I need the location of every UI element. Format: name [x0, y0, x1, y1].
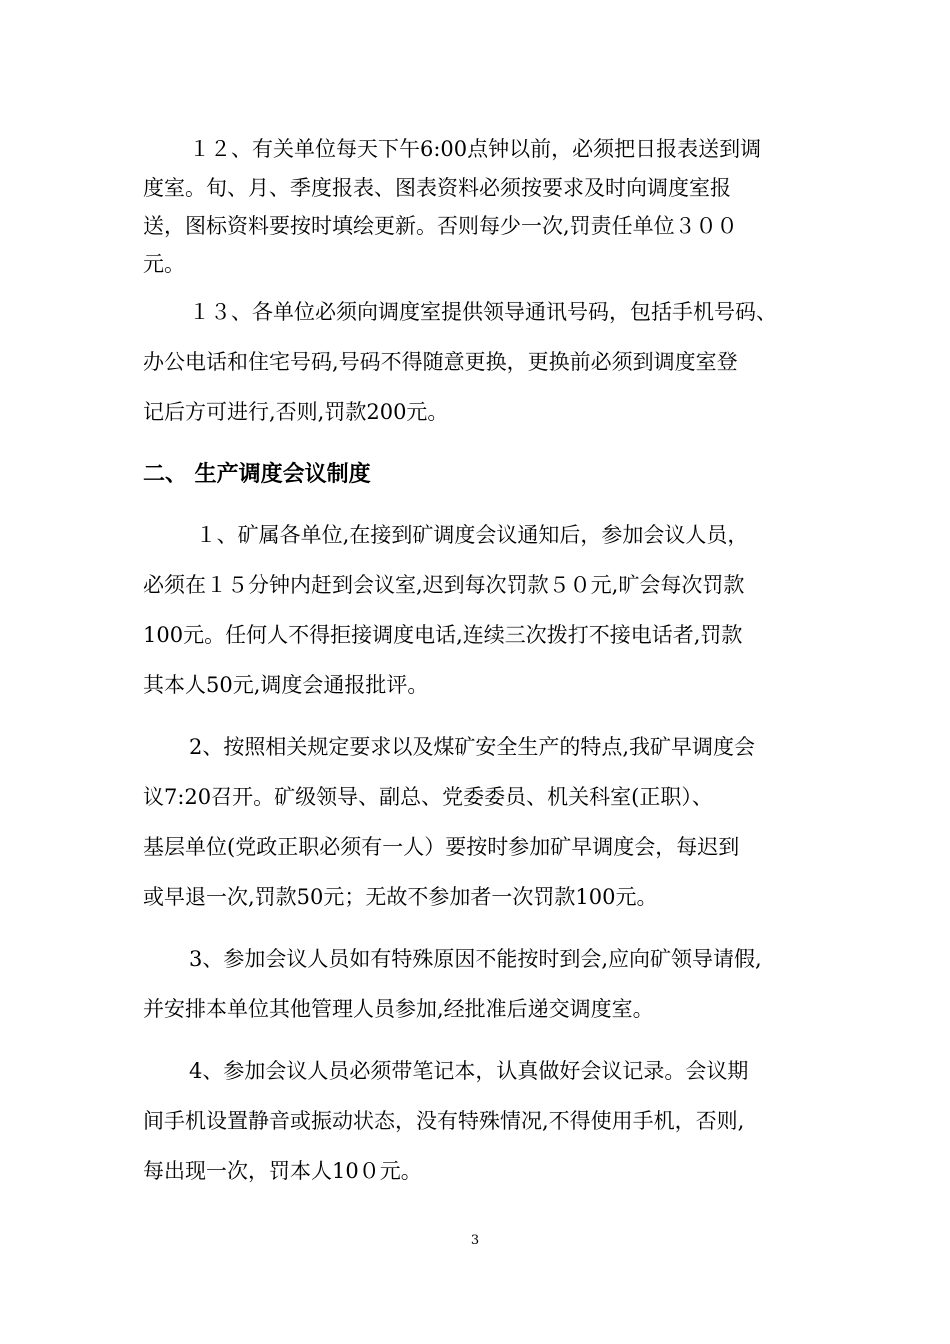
paragraph-line: １２、有关单位每天下午6:00点钟以前，必须把日报表送到调	[189, 137, 762, 161]
paragraph-line: １、矿属各单位,在接到矿调度会议通知后，参加会议人员，	[189, 523, 749, 547]
paragraph-line: 议7:20召开。矿级领导、副总、党委委员、机关科室(正职）、	[143, 785, 713, 809]
paragraph-line: 每出现一次，罚本人10０元。	[143, 1159, 422, 1183]
paragraph-line: 2、按照相关规定要求以及煤矿安全生产的特点,我矿早调度会	[189, 735, 756, 759]
paragraph-line: 必须在１５分钟内赶到会议室,迟到每次罚款５０元,旷会每次罚款	[143, 573, 745, 597]
paragraph-line: 4、参加会议人员必须带笔记本，认真做好会议记录。会议期	[189, 1059, 749, 1083]
paragraph-line: 100元。任何人不得拒接调度电话,连续三次拨打不接电话者,罚款	[143, 623, 743, 647]
paragraph-line: 并安排本单位其他管理人员参加,经批准后递交调度室。	[143, 997, 654, 1021]
paragraph-line: 元。	[143, 252, 185, 276]
section-heading: 二、 生产调度会议制度	[143, 462, 371, 487]
paragraph-line: 度室。旬、月、季度报表、图表资料必须按要求及时向调度室报	[143, 176, 731, 200]
paragraph-line: 其本人50元,调度会通报批评。	[143, 673, 429, 697]
paragraph-line: １３、各单位必须向调度室提供领导通讯号码，包括手机号码、	[189, 300, 777, 324]
paragraph-line: 基层单位(党政正职必须有一人）要按时参加矿早调度会，每迟到	[143, 835, 740, 859]
paragraph-line: 送，图标资料要按时填绘更新。否则每少一次,罚责任单位３００	[143, 214, 738, 238]
paragraph-line: 间手机设置静音或振动状态，没有特殊情况,不得使用手机，否则,	[143, 1109, 745, 1133]
paragraph-line: 记后方可进行,否则,罚款200元。	[143, 400, 449, 424]
paragraph-line: 办公电话和住宅号码,号码不得随意更换，更换前必须到调度室登	[143, 350, 738, 374]
paragraph-line: 3、参加会议人员如有特殊原因不能按时到会,应向矿领导请假,	[189, 947, 762, 971]
page-number: 3	[470, 1233, 480, 1248]
paragraph-line: 或早退一次,罚款50元；无故不参加者一次罚款100元。	[143, 885, 658, 909]
